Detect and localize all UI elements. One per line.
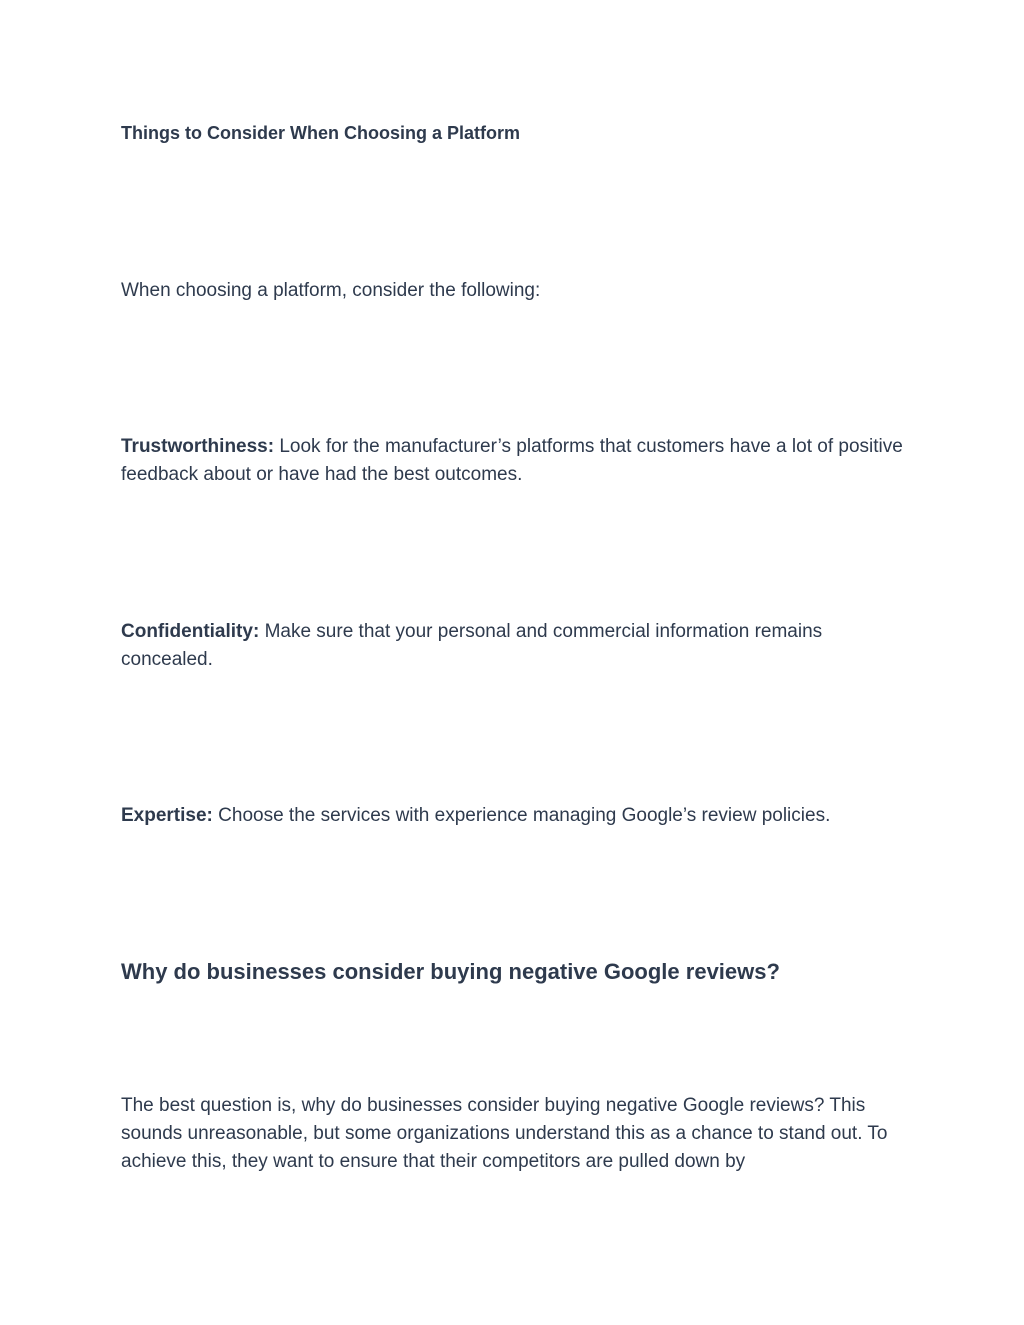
section-heading: Why do businesses consider buying negative Google reviews?: [121, 959, 780, 984]
criterion-term: Expertise:: [121, 805, 213, 826]
criterion-trustworthiness: [121, 433, 911, 489]
criterion-term: Confidentiality:: [121, 621, 260, 642]
section-subheading: Things to Consider When Choosing a Platform: [121, 123, 520, 143]
criterion-description: Choose the services with experience managing Google’s review policies.: [218, 805, 831, 826]
criterion-description: Look for the manufacturer’s platforms that customers have a lot of positive feedback about or have had the best outcomes.: [121, 436, 903, 485]
body-paragraph: The best question is, why do businesses consider buying negative Google reviews? This sounds unreasonable, but some organizations understand this as a chance to stand out. To achieve this, they want to ensure that their competitors are pulled down by: [121, 1095, 888, 1172]
criterion-description: Make sure that your personal and commercial information remains concealed.: [121, 621, 823, 670]
criterion-expertise: [121, 802, 911, 830]
criterion-confidentiality: [121, 618, 911, 674]
criterion-term: Trustworthiness:: [121, 436, 275, 457]
intro-paragraph: When choosing a platform, consider the following:: [121, 280, 541, 301]
